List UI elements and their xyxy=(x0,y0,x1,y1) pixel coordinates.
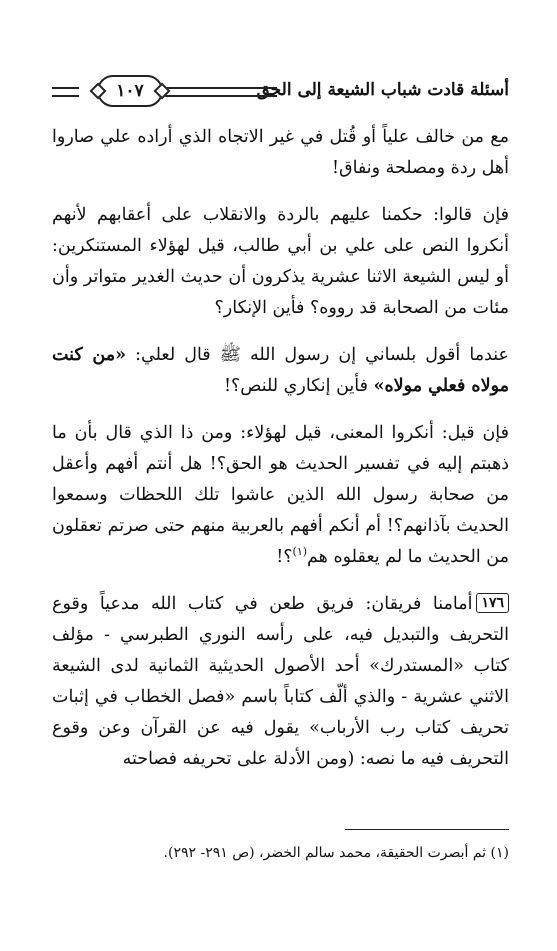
page-number: ١٠٧ xyxy=(97,75,163,107)
paragraph-2: فإن قالوا: حكمنا عليهم بالردة والانقلاب على أعقابهم لأنهم أنكروا النص على علي بن أبي طالب، قيل لهؤلاء المستنكرين: أو ليس الشيعة الاثنا عشرية يذكرون أن حديث الغدير متواتر وأن مئات من الصحابة قد رووه؟ فأين الإنكار؟ xyxy=(52,205,509,318)
paragraph-3-start: عندما أقول بلساني إن رسول الله ﷺ قال لعلي: xyxy=(126,345,509,365)
paragraph-4-end: ؟! xyxy=(276,547,293,567)
footnote: (١) ثم أبصرت الحقيقة، محمد سالم الخضر، (ص ٢٩١- ٢٩٢). xyxy=(163,845,509,861)
page-header xyxy=(60,75,509,113)
paragraph-5 xyxy=(52,589,509,775)
question-number-badge: ١٧٦ xyxy=(476,593,509,613)
footnote-ref: (١) xyxy=(292,545,308,559)
main-text xyxy=(52,122,509,775)
header-rule-left xyxy=(52,87,79,97)
paragraph-3-end: فأين إنكاري للنص؟! xyxy=(223,376,374,396)
paragraph-5-text: أمامنا فريقان: فريق طعن في كتاب الله مدعياً وقوع التحريف والتبديل فيه، على رأسه النوري الطبرسي - مؤلف كتاب «المستدرك» أحد الأصول الحديثية الثمانية لدى الشيعة الاثني عشرية - والذي ألّف كتاباً باسم «فصل الخطاب في إثبات تحريف كتاب رب الأرباب» يقول فيه عن القرآن وعن وقوع التحريف فيه ما نصه: (ومن الأدلة على تحريفه فصاحته xyxy=(52,594,509,769)
running-title: أسئلة قادت شباب الشيعة إلى الحق xyxy=(256,80,509,100)
paragraph-1: مع من خالف علياً أو قُتل في غير الاتجاه الذي أراده علي صاروا أهل ردة ومصلحة ونفاق! xyxy=(52,127,509,178)
hadith-quote: «من كنت مولاه فعلي مولاه» xyxy=(52,345,509,396)
header-rule-right xyxy=(165,87,277,97)
paragraph-4-text: فإن قيل: أنكروا المعنى، قيل لهؤلاء: ومن ذا الذي قال بأن ما ذهبتم إليه في تفسير الحديث هو الحق؟! هل أنتم أفهم وأعقل من صحابة رسول الله الذين عاشوا تلك اللحظات وسمعوا الحديث بآذانهم؟! أم أنكم أفهم بالعربية منهم حتى صرتم تعقلون من الحديث ما لم يعقلوه هم xyxy=(52,423,509,567)
paragraph-4 xyxy=(52,418,509,573)
footnote-divider xyxy=(345,829,509,830)
paragraph-3 xyxy=(52,340,509,402)
